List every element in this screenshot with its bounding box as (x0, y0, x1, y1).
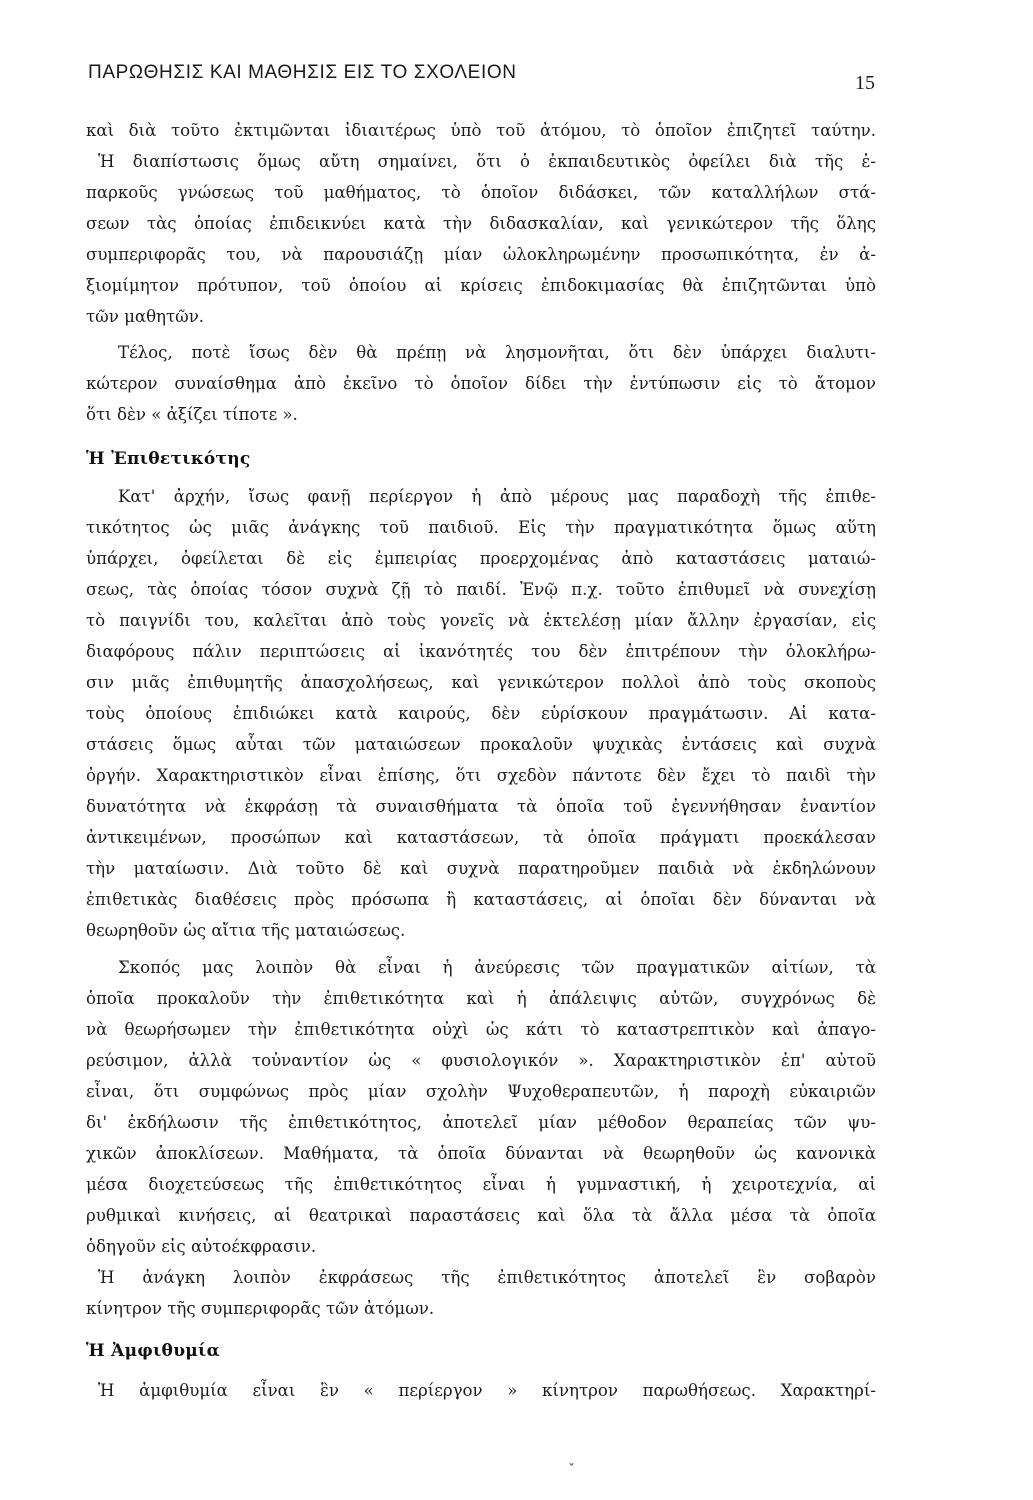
text-line: χικῶν ἀποκλίσεων. Μαθήματα, τὰ ὁποῖα δύνανται νὰ θεωρηθοῦν ὡς κανονικὰ (86, 1144, 876, 1163)
text-line: μέσα διοχετεύσεως τῆς ἐπιθετικότητος εἶναι ἡ γυμναστική, ἡ χειροτεχνία, αἱ (86, 1175, 876, 1194)
text-line: Ἡ διαπίστωσις ὅμως αὔτη σημαίνει, ὅτι ὁ ἐκπαιδευτικὸς ὀφείλει διὰ τῆς ἐ- (98, 152, 876, 171)
text-line: ὑπάρχει, ὀφείλεται δὲ εἰς ἐμπειρίας προερχομένας ἀπὸ καταστάσεις ματαιώ- (86, 549, 876, 568)
text-line: Ἡ ἀνάγκη λοιπὸν ἐκφράσεως τῆς ἐπιθετικότητος ἀποτελεῖ ἓν σοβαρὸν (98, 1268, 876, 1287)
text-line: ἐπιθετικὰς διαθέσεις πρὸς πρόσωπα ἢ καταστάσεις, αἱ ὁποῖαι δὲν δύνανται νὰ (86, 890, 876, 909)
text-line: ὁποῖα προκαλοῦν τὴν ἐπιθετικότητα καὶ ἡ ἀπάλειψις αὐτῶν, συγχρόνως δὲ (86, 989, 876, 1008)
text-line: ὀργήν. Χαρακτηριστικὸν εἶναι ἐπίσης, ὅτι σχεδὸν πάντοτε δὲν ἔχει τὸ παιδὶ τὴν (86, 766, 876, 785)
text-line: κώτερον συναίσθημα ἀπὸ ἐκεῖνο τὸ ὁποῖον δίδει τὴν ἐντύπωσιν εἰς τὸ ἄτομον (86, 374, 876, 393)
text-line: ρυθμικαὶ κινήσεις, αἱ θεατρικαὶ παραστάσεις καὶ ὅλα τὰ ἄλλα μέσα τὰ ὁποῖα (86, 1206, 876, 1225)
text-line: Ἡ ἀμφιθυμία εἶναι ἓν « περίεργον » κίνητρον παρωθήσεως. Χαρακτηρί- (98, 1381, 876, 1400)
section-heading: Ἡ Ἐπιθετικότης (86, 449, 251, 469)
text-line: τὴν ματαίωσιν. Διὰ τοῦτο δὲ καὶ συχνὰ παρατηροῦμεν παιδιὰ νὰ ἐκδηλώνουν (86, 859, 876, 878)
text-line: συμπεριφορᾶς του, νὰ παρουσιάζῃ μίαν ὡλοκληρωμένην προσωπικότητα, ἐν ἀ- (86, 245, 876, 264)
text-line: θεωρηθοῦν ὡς αἴτια τῆς ματαιώσεως. (86, 921, 406, 940)
text-line: τῶν μαθητῶν. (86, 307, 205, 326)
text-line: σεως, τὰς ὁποίας τόσον συχνὰ ζῇ τὸ παιδί. Ἐνῷ π.χ. τοῦτο ἐπιθυμεῖ νὰ συνεχίσῃ (86, 580, 876, 599)
text-line: διαφόρους πάλιν περιπτώσεις αἱ ἱκανότητές του δὲν ἐπιτρέπουν τὴν ὁλοκλήρω- (86, 642, 876, 661)
text-line: καὶ διὰ τοῦτο ἐκτιμῶνται ἰδιαιτέρως ὑπὸ τοῦ ἀτόμου, τὸ ὁποῖον ἐπιζητεῖ ταύτην. (86, 121, 876, 140)
text-line: δι' ἐκδήλωσιν τῆς ἐπιθετικότητος, ἀποτελεῖ μίαν μέθοδον θεραπείας τῶν ψυ- (86, 1113, 876, 1132)
text-line: κίνητρον τῆς συμπεριφορᾶς τῶν ἀτόμων. (86, 1299, 435, 1318)
text-line: δυνατότητα νὰ ἐκφράσῃ τὰ συναισθήματα τὰ ὁποῖα τοῦ ἐγεννήθησαν ἐναντίον (86, 797, 876, 816)
text-line: ρεύσιμον, ἀλλὰ τοὐναντίον ὡς « φυσιολογικόν ». Χαρακτηριστικὸν ἐπ' αὐτοῦ (86, 1051, 876, 1070)
text-line: τικότητος ὡς μιᾶς ἀνάγκης τοῦ παιδιοῦ. Εἰς τὴν πραγματικότητα ὅμως αὕτη (86, 518, 876, 537)
text-line: ὅτι δὲν « ἀξίζει τίποτε ». (86, 405, 298, 424)
text-line: παρκοῦς γνώσεως τοῦ μαθήματος, τὸ ὁποῖον διδάσκει, τῶν καταλλήλων στά- (86, 183, 876, 202)
text-line: Τέλος, ποτὲ ἴσως δὲν θὰ πρέπῃ νὰ λησμονῆται, ὅτι δὲν ὑπάρχει διαλυτι- (118, 343, 876, 362)
text-line: ξιομίμητον πρότυπον, τοῦ ὁποίου αἱ κρίσεις ἐπιδοκιμασίας θὰ ἐπιζητῶνται ὑπὸ (86, 276, 876, 295)
text-line: τοὺς ὁποίους ἐπιδιώκει κατὰ καιρούς, δὲν εὑρίσκουν πραγμάτωσιν. Αἱ κατα- (86, 704, 876, 723)
text-line: ὁδηγοῦν εἰς αὐτοέκφρασιν. (86, 1237, 317, 1256)
text-line: σιν μιᾶς ἐπιθυμητῆς ἀπασχολήσεως, καὶ γενικώτερον πολλοὶ ἀπὸ τοὺς σκοποὺς (86, 673, 876, 692)
text-line: Σκοπός μας λοιπὸν θὰ εἶναι ἡ ἀνεύρεσις τῶν πραγματικῶν αἰτίων, τὰ (118, 958, 876, 977)
page-mark: ˇ (568, 1462, 575, 1478)
text-line: Κατ' ἀρχήν, ἴσως φανῇ περίεργον ἡ ἀπὸ μέρους μας παραδοχὴ τῆς ἐπιθε- (118, 487, 876, 506)
page-number: 15 (855, 72, 875, 94)
text-line: τὸ παιγνίδι του, καλεῖται ἀπὸ τοὺς γονεῖς νὰ ἐκτελέσῃ μίαν ἄλλην ἐργασίαν, εἰς (86, 611, 876, 630)
text-line: ἀντικειμένων, προσώπων καὶ καταστάσεων, τὰ ὁποῖα πράγματι προεκάλεσαν (86, 828, 876, 847)
running-title: ΠΑΡΩΘΗΣΙΣ ΚΑΙ ΜΑΘΗΣΙΣ ΕΙΣ ΤΟ ΣΧΟΛΕΙΟΝ (88, 62, 517, 83)
section-heading: Ἡ Ἀμφιθυμία (86, 1341, 220, 1361)
text-line: σεων τὰς ὁποίας ἐπιδεικνύει κατὰ τὴν διδασκαλίαν, καὶ γενικώτερον τῆς ὅλης (86, 214, 876, 233)
text-line: νὰ θεωρήσωμεν τὴν ἐπιθετικότητα οὐχὶ ὡς κάτι τὸ καταστρεπτικὸν καὶ ἀπαγο- (86, 1020, 876, 1039)
text-line: στάσεις ὅμως αὗται τῶν ματαιώσεων προκαλοῦν ψυχικὰς ἐντάσεις καὶ συχνὰ (86, 735, 876, 754)
text-line: εἶναι, ὅτι συμφώνως πρὸς μίαν σχολὴν Ψυχοθεραπευτῶν, ἡ παροχὴ εὐκαιριῶν (86, 1082, 876, 1101)
